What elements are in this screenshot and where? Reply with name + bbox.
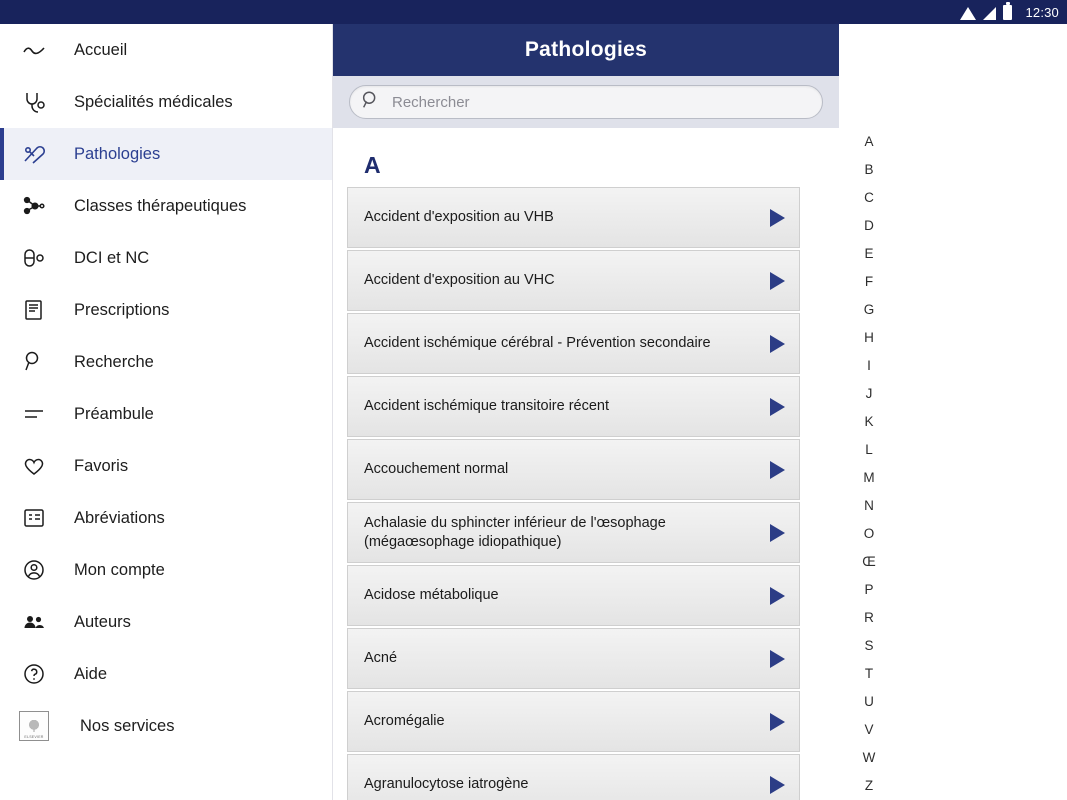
list-item-label: Achalasie du sphincter inférieur de l'œsophage (mégaœsophage idiopathique) — [364, 514, 666, 550]
sidebar-item-label: Recherche — [74, 352, 154, 371]
alpha-index-letter[interactable]: G — [863, 302, 875, 317]
list-item-label: Accident ischémique transitoire récent — [364, 398, 610, 414]
elsevier-logo-icon: ELSEVIER — [14, 708, 54, 744]
page-title: Pathologies — [524, 38, 648, 61]
stethoscope-icon — [14, 84, 54, 120]
sidebar-item-nos-services[interactable] — [0, 700, 332, 752]
list-item-label: Accident d'exposition au VHC — [364, 272, 555, 288]
alpha-index-letter[interactable]: B — [864, 162, 874, 177]
alpha-index-letter[interactable]: L — [865, 442, 873, 457]
alphabet-index[interactable] — [839, 24, 1067, 800]
magnifier-icon — [14, 344, 54, 380]
battery-icon — [1003, 5, 1012, 20]
people-icon — [14, 604, 54, 640]
alphabet-index-list — [839, 128, 899, 800]
chevron-right-icon — [770, 524, 785, 542]
account-circle-icon — [14, 552, 54, 588]
list-item[interactable] — [347, 376, 800, 437]
sidebar-item-pathologies[interactable] — [0, 128, 332, 180]
search-bar — [333, 76, 839, 128]
chevron-right-icon — [770, 650, 785, 668]
molecule-icon — [14, 188, 54, 224]
pathology-list[interactable] — [333, 128, 839, 800]
search-input[interactable] — [349, 85, 823, 119]
pathology-icon — [14, 136, 54, 172]
alpha-index-letter[interactable]: R — [864, 610, 874, 625]
home-wave-icon — [14, 32, 54, 68]
sidebar-item-preambule[interactable] — [0, 388, 332, 440]
sidebar-item-classes-therapeutiques[interactable] — [0, 180, 332, 232]
sidebar-item-label: Pathologies — [74, 144, 161, 163]
chevron-right-icon — [770, 209, 785, 227]
alpha-index-letter[interactable]: W — [862, 750, 876, 765]
list-item[interactable] — [347, 502, 800, 563]
sidebar-item-aide[interactable] — [0, 648, 332, 700]
list-item[interactable] — [347, 313, 800, 374]
alpha-index-letter[interactable]: H — [864, 330, 874, 345]
sidebar-item-label: Classes thérapeutiques — [74, 196, 247, 215]
sidebar-item-label: Spécialités médicales — [74, 92, 233, 111]
alpha-index-letter[interactable]: Z — [864, 778, 874, 793]
list-item[interactable] — [347, 691, 800, 752]
sidebar-item-specialites[interactable] — [0, 76, 332, 128]
alpha-index-letter[interactable]: Œ — [862, 554, 876, 569]
alpha-index-letter[interactable]: A — [864, 134, 874, 149]
status-icons — [960, 5, 1059, 20]
sidebar-item-label: Auteurs — [74, 612, 131, 631]
list-item-label: Acromégalie — [364, 713, 445, 729]
main-header — [333, 24, 839, 76]
help-circle-icon — [14, 656, 54, 692]
sidebar-item-accueil[interactable] — [0, 24, 332, 76]
capsule-icon — [14, 240, 54, 276]
heart-icon — [14, 448, 54, 484]
list-item-label: Agranulocytose iatrogène — [364, 776, 529, 792]
sidebar-item-label: Accueil — [74, 40, 128, 59]
chevron-right-icon — [770, 587, 785, 605]
sidebar-item-favoris[interactable] — [0, 440, 332, 492]
alpha-index-letter[interactable]: O — [863, 526, 875, 541]
sidebar-item-label: Favoris — [74, 456, 129, 475]
status-bar — [0, 0, 1067, 24]
list-item-label: Accouchement normal — [364, 461, 509, 477]
chevron-right-icon — [770, 272, 785, 290]
status-clock: 12:30 — [1025, 4, 1059, 20]
chevron-right-icon — [770, 776, 785, 794]
book-icon — [14, 292, 54, 328]
alpha-index-letter[interactable]: C — [864, 190, 874, 205]
sidebar-item-label: Nos services — [80, 716, 175, 735]
sidebar-item-label: DCI et NC — [74, 248, 150, 267]
list-card-icon — [14, 500, 54, 536]
main-panel — [333, 24, 839, 800]
list-item[interactable] — [347, 565, 800, 626]
section-header-letter: A — [364, 152, 381, 178]
alpha-index-letter[interactable]: N — [864, 498, 874, 513]
list-item[interactable] — [347, 250, 800, 311]
sidebar-item-label: Aide — [74, 664, 108, 683]
sidebar — [0, 24, 333, 800]
sidebar-item-abreviations[interactable] — [0, 492, 332, 544]
alpha-index-letter[interactable]: D — [864, 218, 874, 233]
sidebar-item-label: Préambule — [74, 404, 154, 423]
signal-icon — [983, 7, 996, 20]
sidebar-item-label: Prescriptions — [74, 300, 170, 319]
alpha-index-letter[interactable]: U — [864, 694, 874, 709]
list-item[interactable] — [347, 754, 800, 800]
alpha-index-letter[interactable]: E — [864, 246, 874, 261]
list-item[interactable] — [347, 439, 800, 500]
search-placeholder: Rechercher — [392, 93, 470, 111]
list-item-label: Accident d'exposition au VHB — [364, 209, 554, 225]
alpha-index-letter[interactable]: V — [864, 722, 874, 737]
sidebar-item-recherche[interactable] — [0, 336, 332, 388]
sidebar-item-mon-compte[interactable] — [0, 544, 332, 596]
alpha-index-letter[interactable]: P — [864, 582, 874, 597]
list-item-label: Acidose métabolique — [364, 587, 499, 603]
alpha-index-letter[interactable]: K — [864, 414, 874, 429]
sidebar-item-label: Mon compte — [74, 560, 165, 579]
wifi-icon — [960, 7, 976, 20]
lines-icon — [14, 396, 54, 432]
alpha-index-letter[interactable]: I — [867, 358, 871, 373]
sidebar-item-prescriptions[interactable] — [0, 284, 332, 336]
search-icon — [360, 89, 382, 116]
list-item-label: Accident ischémique cérébral - Prévention secondaire — [364, 335, 711, 351]
alpha-index-letter[interactable]: S — [864, 638, 874, 653]
sidebar-item-label: Abréviations — [74, 508, 165, 527]
chevron-right-icon — [770, 398, 785, 416]
chevron-right-icon — [770, 335, 785, 353]
alpha-index-letter[interactable]: J — [865, 386, 873, 401]
alpha-index-letter[interactable]: M — [863, 470, 875, 485]
alpha-index-letter[interactable]: T — [864, 666, 874, 681]
sidebar-item-auteurs[interactable] — [0, 596, 332, 648]
list-item[interactable] — [347, 628, 800, 689]
list-item[interactable] — [347, 187, 800, 248]
sidebar-item-dci-et-nc[interactable] — [0, 232, 332, 284]
chevron-right-icon — [770, 461, 785, 479]
list-item-label: Acné — [364, 650, 398, 666]
chevron-right-icon — [770, 713, 785, 731]
alpha-index-letter[interactable]: F — [864, 274, 874, 289]
